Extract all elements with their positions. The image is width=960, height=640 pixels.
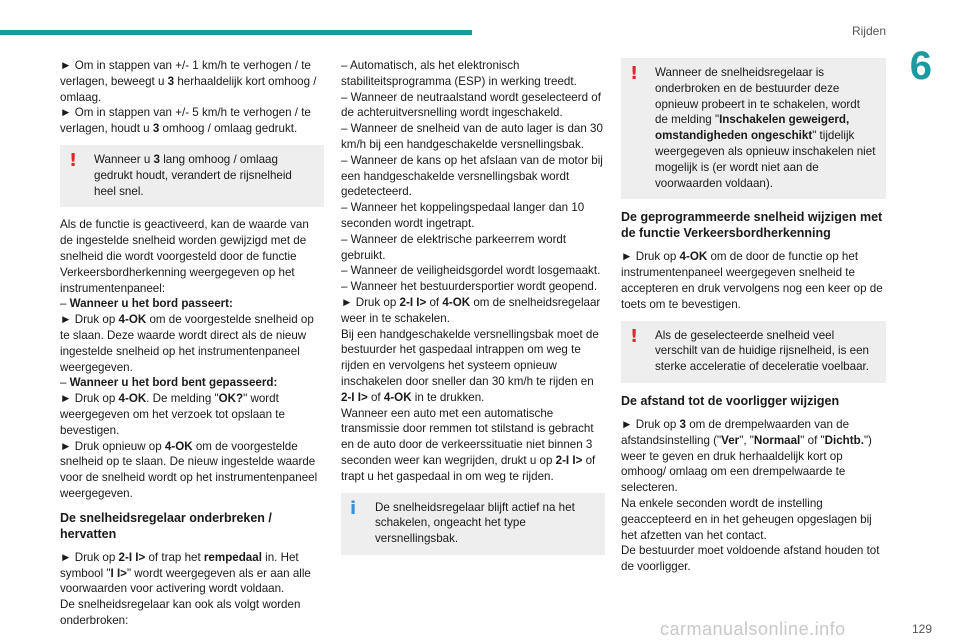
column-2: [341, 58, 605, 565]
section-heading: De afstand tot de voorligger wijzigen: [621, 393, 840, 408]
paragraph: Na enkele seconden wordt de instelling geaccepteerd en in het geheugen opgeslagen bij het afzetten van het contact.: [621, 496, 872, 542]
list-item: – Wanneer de kans op het afslaan van de motor bij een handgeschakelde versnellingsbak wordt gedetecteerd.: [341, 153, 603, 199]
paragraph: ► Druk op 2-I I> of trap het rempedaal in. Het symbool "I I>" wordt weergegeven als er aan alle voorwaarden voor activering wordt voldaan.: [60, 550, 311, 596]
paragraph: ► Druk op 4-OK om de door de functie op het instrumentenpaneel weergegeven snelheid te accepteren en druk vervolgens nog een keer op de toets om te bevestigen.: [621, 250, 883, 311]
info-box: i De snelheidsregelaar blijft actief na het schakelen, ongeacht het type versnellingsbak.: [341, 493, 605, 555]
paragraph: – Wanneer u het bord bent gepasseerd:: [60, 376, 278, 390]
list-item: – Wanneer de neutraalstand wordt geselecteerd of de achteruitversnelling wordt ingeschakeld.: [341, 90, 601, 120]
section-heading: De snelheidsregelaar onderbreken / hervatten: [60, 510, 272, 541]
paragraph: – Wanneer u het bord passeert:: [60, 297, 233, 311]
info-icon: i: [350, 497, 357, 519]
warning-box: ! Als de geselecteerde snelheid veel verschilt van de huidige rijsnelheid, is een sterke acceleratie of deceleratie voelbaar.: [621, 321, 886, 383]
header-accent-bar: [0, 30, 472, 35]
paragraph: ► Druk op 3 om de drempelwaarden van de afstandsinstelling ("Ver", "Normaal" of "Dichtb.") weer te geven en druk herhaaldelijk kort op omhoog/ omlaag om een drempelwaarde te selecteren.: [621, 417, 872, 495]
section-heading: De geprogrammeerde snelheid wijzigen met de functie Verkeersbordherkenning: [621, 210, 883, 241]
list-item: – Wanneer het bestuurdersportier wordt geopend.: [341, 280, 598, 294]
exclamation-icon: !: [630, 325, 639, 347]
list-item: – Automatisch, als het elektronisch stabiliteitsprogramma (ESP) in werking treedt.: [341, 59, 577, 88]
list-item: – Wanneer de veiligheidsgordel wordt losgemaakt.: [341, 264, 601, 278]
warning-box: ! Wanneer de snelheidsregelaar is onderbroken en de bestuurder deze opnieuw probeert in te schakelen, wordt de melding "Inschakelen geweigerd, omstandigheden ongeschikt" tijdelijk weergegeven als opnieuw inschakelen niet mogelijk is (er wordt niet aan de voorwaarden voldaan).: [621, 58, 886, 199]
warning-box: ! Wanneer u 3 lang omhoog / omlaag gedrukt houdt, verandert de rijsnelheid heel snel.: [60, 145, 324, 207]
paragraph: Wanneer een auto met een automatische transmissie door remmen tot stilstand is gebracht en de auto door de verkeerssituatie niet binnen 3 seconden weer kan wegrijden, drukt u op 2-I I> of trapt u het gaspedaal in om weg te rijden.: [341, 406, 596, 483]
paragraph: ► Druk op 4-OK. De melding "OK?" wordt weergegeven om het verzoek tot opslaan te bevestigen.: [60, 392, 285, 437]
chapter-number: 6: [909, 44, 932, 88]
paragraph: ► Om in stappen van +/- 1 km/h te verhogen / te verlagen, beweegt u 3 herhaaldelijk kort omhoog / omlaag.: [60, 59, 317, 104]
paragraph: ► Druk op 4-OK om de voorgestelde snelheid op te slaan. Deze waarde wordt direct als de nieuw ingestelde snelheid op het instrumentenpaneel weergegeven.: [60, 313, 314, 374]
paragraph: Bij een handgeschakelde versnellingsbak moet de bestuurder het gaspedaal intrappen om weg te rijden en vervolgens het systeem opnieuw inschakelen door sneller dan 30 km/h te rijden en 2-I I> of 4-OK in te drukken.: [341, 327, 599, 404]
section-title: Rijden: [851, 24, 886, 38]
page-number: 129: [911, 622, 932, 636]
list-item: – Wanneer de elektrische parkeerrem wordt gebruikt.: [341, 232, 567, 262]
paragraph: Als de functie is geactiveerd, kan de waarde van de ingestelde snelheid worden gewijzigd met de snelheid die wordt voorgesteld door de functie Verkeersbordherkenning weergegeven op het instrumentenpaneel:: [60, 218, 309, 295]
column-1: [60, 58, 324, 629]
column-3: [621, 58, 886, 575]
list-item: – Wanneer de snelheid van de auto lager is dan 30 km/h bij een handgeschakelde versnellingsbak.: [341, 122, 603, 151]
paragraph: ► Om in stappen van +/- 5 km/h te verhogen / te verlagen, houdt u 3 omhoog / omlaag gedrukt.: [60, 106, 311, 136]
paragraph: ► Druk opnieuw op 4-OK om de voorgestelde snelheid op te slaan. De nieuw ingestelde waarde voor de snelheid wordt op het instrumentenpaneel weergegeven.: [60, 439, 318, 500]
paragraph: ► Druk op 2-I I> of 4-OK om de snelheidsregelaar weer in te schakelen.: [341, 295, 601, 325]
exclamation-icon: !: [630, 63, 639, 84]
paragraph: De bestuurder moet voldoende afstand houden tot de voorligger.: [621, 544, 880, 574]
watermark: carmanualsonline.info: [660, 619, 846, 639]
paragraph: De snelheidsregelaar kan ook als volgt worden onderbroken:: [60, 598, 301, 627]
exclamation-icon: !: [69, 149, 78, 171]
list-item: – Wanneer het koppelingspedaal langer dan 10 seconden wordt ingetrapt.: [341, 201, 585, 230]
